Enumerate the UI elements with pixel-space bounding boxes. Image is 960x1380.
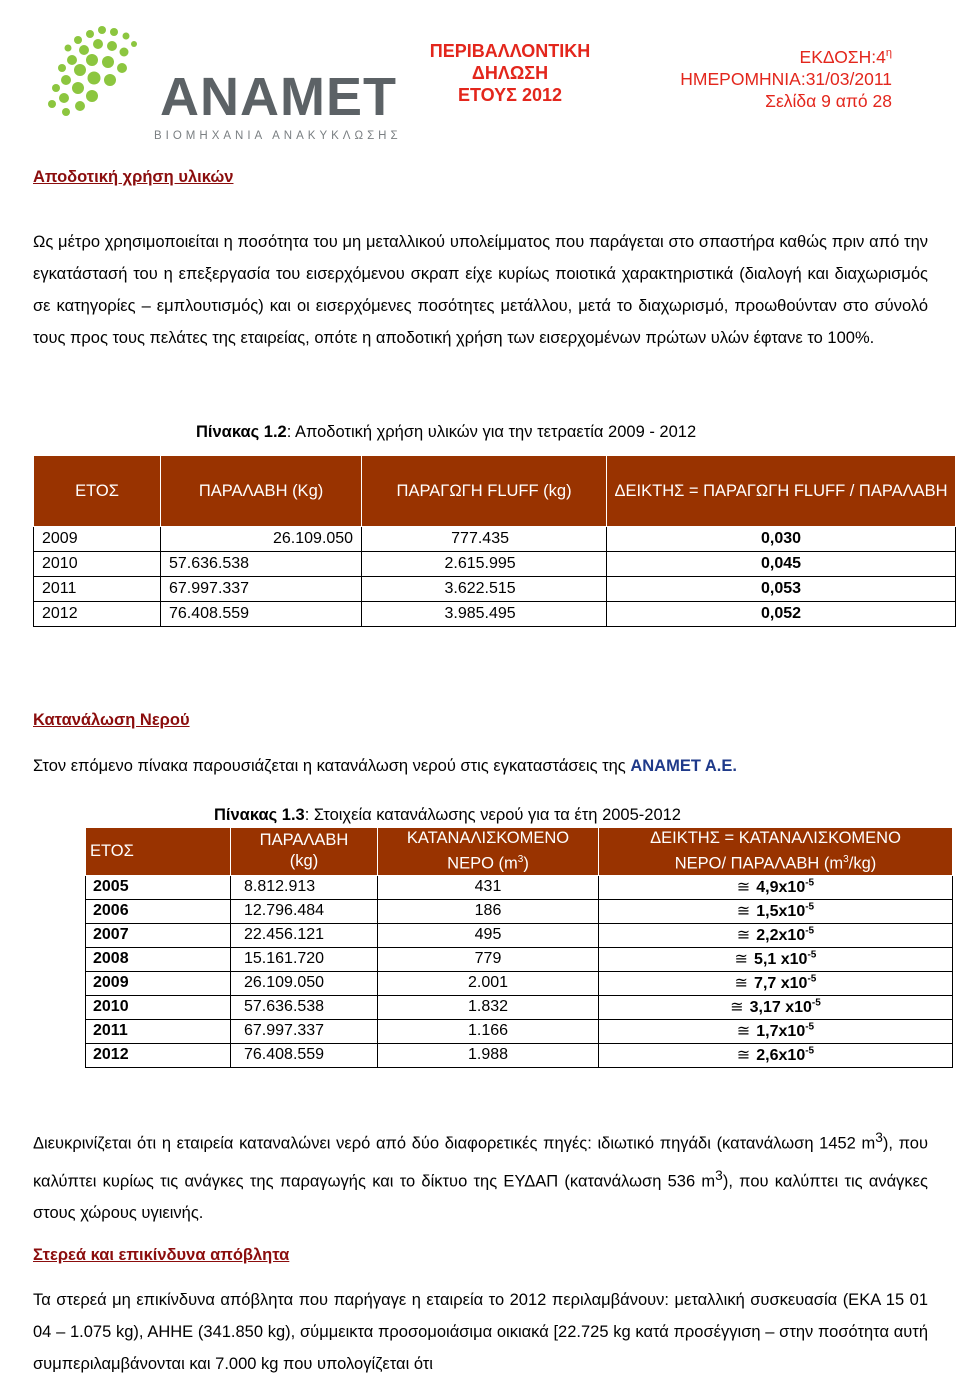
cell-index: ≅ $1,7x10^{-5}$: [599, 1019, 953, 1043]
cell-receipt: 26.109.050: [231, 971, 378, 995]
col-header-fluff: ΠΑΡΑΓΩΓΗ FLUFF (kg): [362, 456, 607, 527]
cell-receipt: 57.636.538: [161, 552, 362, 577]
approx-symbol: ≅: [736, 879, 751, 896]
doc-title-line2: ΔΗΛΩΣΗ: [471, 63, 549, 83]
cell-receipt: 12.796.484: [231, 899, 378, 923]
section-title-water: Κατανάλωση Νερού: [33, 711, 190, 729]
cell-index: ≅ $2,2x10^{-5}$: [599, 923, 953, 947]
table-row: [34, 602, 956, 627]
cell-water: 1.832: [378, 995, 599, 1019]
approx-symbol: ≅: [734, 975, 749, 992]
water-intro: Στον επόμενο πίνακα παρουσιάζεται η κατανάλωση νερού στις εγκαταστάσεις της ΑΝΑΜΕΤ Α.Ε.: [33, 757, 737, 775]
cell-year: 2008: [86, 947, 231, 971]
cell-receipt: 22.456.121: [231, 923, 378, 947]
col-header-index: ΔΕΙΚΤΗΣ = ΚΑΤΑΝΑΛΙΣΚΟΜΕΝΟ ΝΕΡΟ/ ΠΑΡΑΛΑΒΗ $(m^3/kg)$: [599, 828, 953, 876]
approx-symbol: ≅: [736, 1047, 751, 1064]
logo-subtitle: ΒΙΟΜΗΧΑΝΙΑ ΑΝΑΚΥΚΛΩΣΗΣ: [154, 130, 402, 142]
section-title-materials: Αποδοτική χρήση υλικών: [33, 168, 234, 186]
cell-receipt: 76.408.559: [231, 1043, 378, 1067]
cell-year: 2009: [86, 971, 231, 995]
cell-year: 2010: [34, 552, 161, 577]
approx-symbol: ≅: [730, 999, 744, 1016]
cell-water: 779: [378, 947, 599, 971]
col-header-receipt: ΠΑΡΑΛΑΒΗ (Kg): [161, 456, 362, 527]
cell-year: 2011: [86, 1019, 231, 1043]
cell-index: ≅ 5,1 $x10^{-5}$: [599, 947, 953, 971]
table-row: [86, 947, 953, 971]
cell-receipt: 26.109.050: [161, 527, 362, 552]
section-title-waste: Στερεά και επικίνδυνα απόβλητα: [33, 1246, 290, 1264]
document-title: [410, 40, 610, 106]
document-meta: [680, 42, 892, 112]
col-header-year: ΕΤΟΣ: [86, 828, 231, 876]
cell-index: 0,052: [607, 602, 956, 627]
cell-index: ≅ 7,7 $x10^{-5}$: [599, 971, 953, 995]
cell-water: 431: [378, 875, 599, 899]
table-row: [86, 1019, 953, 1043]
cell-index: ≅ 3,17 $x10^{-5}$: [599, 995, 953, 1019]
cell-year: 2012: [34, 602, 161, 627]
cell-year: 2012: [86, 1043, 231, 1067]
cell-fluff: 3.622.515: [362, 577, 607, 602]
waste-paragraph: Τα στερεά μη επικίνδυνα απόβλητα που παρήγαγε η εταιρεία το 2012 περιλαμβάνουν: μεταλλική συσκευασία (ΕΚΑ 15 01 04 – 1.075 kg), ΑΗΗΕ (341.850 kg), σύμμεικτα προσομοιάσιμα οικιακά [22.725 kg κατά προσέγγιση – στην ποσότητα αυτή συμπεριλαμβάνονται και 7.000 kg που υπολογίζεται ότι: [33, 1291, 928, 1373]
materials-table: [33, 455, 956, 627]
cell-receipt: 8.812.913: [231, 875, 378, 899]
cell-index: ≅ $1,5x10^{-5}$: [599, 899, 953, 923]
company-name: ΑΝΑΜΕΤ Α.Ε.: [630, 757, 737, 775]
table-row: [34, 552, 956, 577]
company-logo: [42, 18, 402, 142]
col-header-year: ΕΤΟΣ: [34, 456, 161, 527]
logo-wordmark: ANAMET: [160, 67, 397, 127]
approx-symbol: ≅: [736, 903, 751, 920]
col-header-water: ΚΑΤΑΝΑΛΙΣΚΟΜΕΝΟ ΝΕΡΟ $(m^3)$: [378, 828, 599, 876]
cell-index: 0,030: [607, 527, 956, 552]
cell-year: 2010: [86, 995, 231, 1019]
table-row: [86, 995, 953, 1019]
cell-receipt: 67.997.337: [231, 1019, 378, 1043]
approx-symbol: ≅: [734, 951, 749, 968]
table-row: [86, 875, 953, 899]
table-row: [86, 923, 953, 947]
doc-title-line1: ΠΕΡΙΒΑΛΛΟΝΤΙΚΗ: [429, 41, 591, 61]
cell-receipt: 57.636.538: [231, 995, 378, 1019]
cell-fluff: 3.985.495: [362, 602, 607, 627]
table-row: [34, 527, 956, 552]
cell-fluff: 2.615.995: [362, 552, 607, 577]
cell-index: ≅ $2,6x10^{-5}$: [599, 1043, 953, 1067]
cell-year: 2011: [34, 577, 161, 602]
table-caption-1-2: Πίνακας 1.2: Αποδοτική χρήση υλικών για την τετραετία 2009 - 2012: [196, 423, 697, 441]
cell-year: 2006: [86, 899, 231, 923]
table-row: [34, 577, 956, 602]
cell-water: 1.988: [378, 1043, 599, 1067]
cell-water: 2.001: [378, 971, 599, 995]
materials-paragraph: Ως μέτρο χρησιμοποιείται η ποσότητα του μη μεταλλικού υπολείμματος που παράγεται στο σπαστήρα καθώς πριν από την εγκατάστασή του η επεξεργασία του εισερχόμενου σκραπ είχε κυρίως ποιοτικά χαρακτηριστικά (διαλογή και διαχωρισμός σε κατηγορίες – εμπλουτισμός) και οι εισερχόμενες ποσότητες μετάλλου, μετά το διαχωρισμό, προωθούνταν στο σύνολό τους προς τους πελάτες της εταιρείας, οπότε η αποδοτική χρήση των εισερχομένων πρώτων υλών έφτανε το 100%.: [33, 233, 928, 347]
cell-index: ≅ $4,9x10^{-5}$: [599, 875, 953, 899]
table-row: [86, 971, 953, 995]
logo-globe-icon: [42, 18, 162, 118]
cell-water: 495: [378, 923, 599, 947]
cell-fluff: 777.435: [362, 527, 607, 552]
approx-symbol: ≅: [736, 1023, 751, 1040]
cell-receipt: 76.408.559: [161, 602, 362, 627]
cell-year: 2005: [86, 875, 231, 899]
page-number: Σελίδα 9 από 28: [765, 90, 892, 111]
col-header-index: ΔΕΙΚΤΗΣ = ΠΑΡΑΓΩΓΗ FLUFF / ΠΑΡΑΛΑΒΗ: [607, 456, 956, 527]
table-row: [86, 1043, 953, 1067]
approx-symbol: ≅: [736, 927, 751, 944]
doc-title-line3: ΕΤΟΥΣ 2012: [457, 85, 563, 105]
col-header-receipt: ΠΑΡΑΛΑΒΗ (kg): [231, 828, 378, 876]
cell-year: 2007: [86, 923, 231, 947]
date-label: ΗΜΕΡΟΜΗΝΙΑ:31/03/2011: [680, 68, 892, 89]
edition-label: $EK\Delta O\Sigma H:4^\eta$: [799, 46, 892, 67]
water-clarification: Διευκρινίζεται ότι η εταιρεία καταναλώνει νερό από δύο διαφορετικές πηγές: ιδιωτικό πηγάδι (κατανάλωση 1452 $m^3$), που καλύπτει κυρίως τις ανάγκες της παραγωγής και το δίκτυο της ΕΥΔΑΠ (κατανάλωση 536 $m^3$), που καλύπτει τις ανάγκες στους χώρους υγιεινής.: [33, 1130, 929, 1222]
cell-water: 186: [378, 899, 599, 923]
cell-year: 2009: [34, 527, 161, 552]
table-caption-1-3: Πίνακας 1.3: Στοιχεία κατανάλωσης νερού για τα έτη 2005-2012: [214, 806, 681, 824]
cell-index: 0,053: [607, 577, 956, 602]
cell-receipt: 67.997.337: [161, 577, 362, 602]
cell-receipt: 15.161.720: [231, 947, 378, 971]
table-row: [86, 899, 953, 923]
cell-water: 1.166: [378, 1019, 599, 1043]
cell-index: 0,045: [607, 552, 956, 577]
water-table: [85, 827, 953, 1068]
